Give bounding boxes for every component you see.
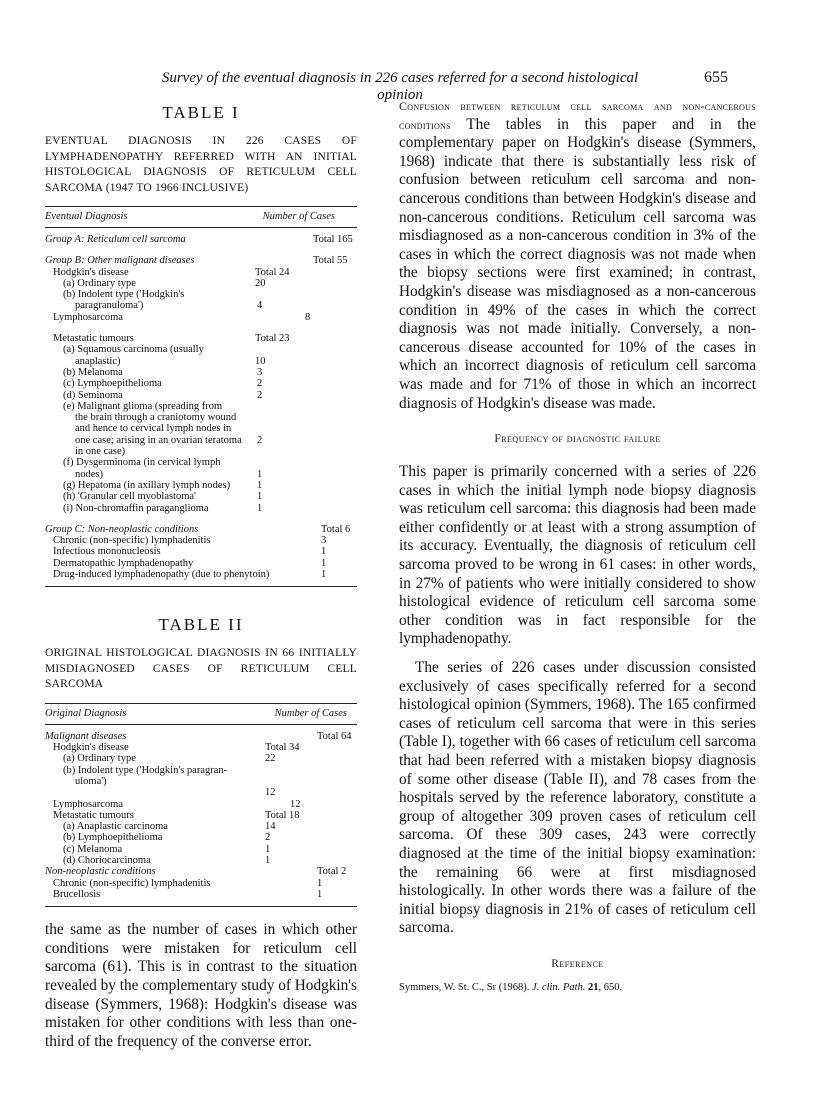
row-value: 3 xyxy=(321,535,327,547)
table2-bottom-rule xyxy=(45,906,357,907)
table-row xyxy=(45,457,357,468)
table-row xyxy=(45,503,357,514)
row-value: 20 xyxy=(255,277,266,289)
table-row xyxy=(45,546,357,557)
table1-col-value: Number of Cases xyxy=(262,211,335,222)
row-value: 12 xyxy=(290,798,301,810)
table1-header xyxy=(45,207,357,227)
row-value: Total 2 xyxy=(317,866,347,878)
row-label: (b) Indolent type ('Hodgkin's paragran- xyxy=(63,764,228,776)
section1-paragraph xyxy=(399,97,756,413)
row-label: (c) Lymphoepithelioma xyxy=(63,378,162,390)
table-row xyxy=(45,855,357,866)
row-label xyxy=(45,787,357,798)
row-label: the brain through a craniotomy wound xyxy=(75,412,237,424)
row-label: (a) Squamous carcinoma (usually xyxy=(63,344,204,356)
row-label: Infectious mononucleosis xyxy=(53,546,161,558)
row-label: Group B: Other malignant diseases xyxy=(45,255,195,267)
running-title: Survey of the eventual diagnosis in 226 cases referred for a second histological opinion xyxy=(161,70,639,103)
row-label: (f) Dysgerminoma (in cervical lymph xyxy=(63,457,221,469)
table-row xyxy=(45,401,357,412)
row-value: 14 xyxy=(265,821,276,833)
row-value: Total 24 xyxy=(255,266,290,278)
table-row xyxy=(45,832,357,843)
row-value: 2 xyxy=(257,378,263,390)
row-label: (h) 'Granular cell myoblastoma' xyxy=(63,491,196,503)
table-row xyxy=(45,312,357,323)
table2-col-label: Original Diagnosis xyxy=(45,707,127,719)
table-row xyxy=(45,378,357,389)
row-label: Hodgkin's disease xyxy=(53,266,129,278)
table1-bottom-rule xyxy=(45,586,357,587)
row-label: (d) Seminoma xyxy=(63,389,123,401)
table-row xyxy=(45,344,357,355)
row-label: Lymphosarcoma xyxy=(53,798,123,810)
table-row xyxy=(45,535,357,546)
row-value: 2 xyxy=(257,389,263,401)
row-label: (c) Melanoma xyxy=(63,843,123,855)
row-value: 1 xyxy=(321,557,327,569)
table2-title: TABLE II xyxy=(158,615,244,635)
table-row xyxy=(45,765,357,776)
row-value: 10 xyxy=(255,355,266,367)
row-label: Non-neoplastic conditions xyxy=(45,866,156,878)
table-row xyxy=(45,524,357,535)
section1-heading: Confusion between reticulum cell sarcoma and non-cancerous conditions xyxy=(399,99,756,132)
row-value: 1 xyxy=(257,468,263,480)
row-label: Chronic (non-specific) lymphadenitis xyxy=(53,535,211,547)
table-row xyxy=(45,787,357,798)
row-label: Metastatic tumours xyxy=(53,809,134,821)
table2-header xyxy=(45,704,357,724)
section2-para1: This paper is primarily concerned with a series of 226 cases in which the initial lymph node biopsy diagnosis was reticulum cell sarcoma: this diagnosis had been made either confidently or at least with a strong assumption of its accuracy. Eventually, the diagnosis of reticulum cell sarcoma proved to be wrong in 61 cases: in other words, in 27% of patients who were initially considered to show histological evidence of reticulum cell sarcoma some other condition was in fact responsible for the lymphadenopathy. xyxy=(399,463,756,648)
row-value: Total 34 xyxy=(265,742,300,754)
table-row xyxy=(45,412,357,423)
left-paragraph: the same as the number of cases in which other conditions were mistaken for reticulum cell sarcoma (61). This is in contrast to the situation revealed by the complementary study of Hodgkin's disease (Symmers, 1968): Hodgkin's disease was mistaken for other conditions with less than one-third of the frequency of the converse error. xyxy=(45,921,358,1050)
row-value: Total 23 xyxy=(255,333,290,345)
row-label: (a) Ordinary type xyxy=(63,753,136,765)
row-label: one case; arising in an ovarian teratoma xyxy=(75,434,242,446)
row-value: 2 xyxy=(257,434,263,446)
reference-entry xyxy=(399,982,756,993)
row-label: Group A: Reticulum cell sarcoma xyxy=(45,234,186,245)
row-value: 1 xyxy=(321,569,327,581)
table-row xyxy=(45,423,357,434)
row-label: (i) Non-chromaffin paraganglioma xyxy=(63,502,209,514)
row-label: nodes) xyxy=(75,468,103,480)
table1-title: TABLE I xyxy=(162,103,240,122)
reference-author: Symmers, W. St. C., Sr (1968). xyxy=(399,981,530,993)
row-value: 8 xyxy=(305,311,311,323)
table2-col-value: Number of Cases xyxy=(274,707,347,719)
table-row xyxy=(45,234,357,245)
table-row xyxy=(45,278,357,289)
row-value: Total 6 xyxy=(321,523,351,535)
table2-caption: ORIGINAL HISTOLOGICAL DIAGNOSIS IN 66 INITIALLY MISDIAGNOSED CASES OF RETICULUM CELL SARCOMA xyxy=(45,647,357,691)
table-row xyxy=(45,558,357,569)
row-value: 1 xyxy=(317,888,323,900)
reference-volume: 21 xyxy=(588,981,599,993)
table-row xyxy=(45,491,357,502)
reference-heading: Reference xyxy=(551,957,604,970)
reference-pages: , 650. xyxy=(598,981,623,993)
row-value: 1 xyxy=(257,491,263,503)
table1-caption: EVENTUAL DIAGNOSIS IN 226 CASES OF LYMPHADENOPATHY REFERRED WITH AN INITIAL HISTOLOGICAL DIAGNOSIS OF RETICULUM CELL SARCOMA (1947 TO 1966 INCLUSIVE) xyxy=(45,135,357,194)
row-label: uloma') xyxy=(75,776,107,787)
row-value: 1 xyxy=(321,546,327,558)
row-value: 1 xyxy=(257,479,263,491)
row-label: in one case) xyxy=(75,446,126,458)
table-row xyxy=(45,889,357,900)
row-label: Hodgkin's disease xyxy=(53,742,129,754)
row-value: 1 xyxy=(317,877,323,889)
table-row xyxy=(45,435,357,446)
row-label: (g) Hepatoma (in axillary lymph nodes) xyxy=(63,479,231,491)
row-value: 22 xyxy=(265,753,276,765)
right-column xyxy=(399,97,756,993)
table-row xyxy=(45,776,357,787)
row-label: Metastatic tumours xyxy=(53,333,134,345)
table-row xyxy=(45,255,357,266)
table-row xyxy=(45,844,357,855)
row-label: Drug-induced lymphadenopathy (due to phenytoin) xyxy=(53,569,270,581)
row-label: (b) Lymphoepithelioma xyxy=(63,832,163,844)
row-value: 1 xyxy=(265,843,271,855)
table-row xyxy=(45,469,357,480)
table-row xyxy=(45,799,357,810)
table-row xyxy=(45,333,357,344)
row-label: Group C: Non-neoplastic conditions xyxy=(45,523,199,535)
section1-text: The tables in this paper and in the complementary paper on Hodgkin's disease (Symmers, 1968) indicate that there is substantially less risk of confusion between reticulum cell sarcoma and non-cancerous conditions than between Hodgkin's disease and non-cancerous conditions. Reticulum cell sarcoma was misdiagnosed as a non-cancerous condition in 3% of the cases in which the correct diagnosis was not made when the biopsy sections were first examined; in contrast, Hodgkin's disease was misdiagnosed as a non-cancerous condition in 49% of the cases in which the correct diagnosis was not made initially. Conversely, a non-cancerous disease accounted for 10% of the cases in which an incorrect diagnosis of reticulum cell sarcoma was made and for 71% of those in which an incorrect diagnosis of Hodgkin's disease was made. xyxy=(399,115,756,412)
section2-heading: Frequency of diagnostic failure xyxy=(494,433,661,446)
table-row xyxy=(45,480,357,491)
row-label: (b) Indolent type ('Hodgkin's xyxy=(63,289,185,301)
left-column xyxy=(45,97,357,1051)
row-label: Chronic (non-specific) lymphadenitis xyxy=(53,877,211,889)
page-number: 655 xyxy=(704,69,728,86)
row-label: Brucellosis xyxy=(53,888,101,900)
row-label: (d) Choriocarcinoma xyxy=(63,855,151,867)
table1-body xyxy=(45,228,357,580)
row-label: and hence to cervical lymph nodes in xyxy=(75,423,232,435)
row-value: 2 xyxy=(265,832,271,844)
row-label: (b) Melanoma xyxy=(63,366,123,378)
row-label: Malignant diseases xyxy=(45,730,127,742)
table-row xyxy=(45,267,357,278)
table-row xyxy=(45,821,357,832)
row-value: 1 xyxy=(265,855,271,867)
reference-journal: J. clin. Path. xyxy=(532,981,586,993)
table-row xyxy=(45,289,357,300)
row-value: 12 xyxy=(265,787,276,799)
row-value: 1 xyxy=(257,502,263,514)
section2-para2: The series of 226 cases under discussion consisted exclusively of cases specifically referred for a second histological opinion (Symmers, 1968). The 165 confirmed cases of reticulum cell sarcoma that were in this series (Table I), together with 66 cases of reticulum cell sarcoma that had been referred with a mistaken biopsy diagnosis of some other disease (Table II), and 78 cases from the hospitals served by the reference laboratory, constitute a group of altogether 309 proven cases of reticulum cell sarcoma. Of these 309 cases, 243 were correctly diagnosed at the time of the initial biopsy examination: the remaining 66 were at first misdiagnosed histologically. In other words there was a failure of the initial biopsy diagnosis in 21% of cases of reticulum cell sarcoma. xyxy=(399,659,756,937)
table1-col-label: Eventual Diagnosis xyxy=(45,211,128,222)
row-label: anaplastic) xyxy=(75,355,121,367)
row-value: 3 xyxy=(257,366,263,378)
table-row xyxy=(45,390,357,401)
table-row xyxy=(45,569,357,580)
row-label: paragranuloma') xyxy=(75,300,144,312)
table-row xyxy=(45,810,357,821)
table-row xyxy=(45,742,357,753)
table-row xyxy=(45,367,357,378)
table2-body xyxy=(45,725,357,900)
table-row xyxy=(45,878,357,889)
table-row xyxy=(45,753,357,764)
row-value: 4 xyxy=(257,300,263,312)
row-label: (e) Malignant glioma (spreading from xyxy=(63,400,223,412)
row-value: Total 18 xyxy=(265,809,300,821)
row-label: Lymphosarcoma xyxy=(53,311,123,323)
table-row xyxy=(45,866,357,877)
row-value: Total 165 xyxy=(313,234,353,245)
table-row xyxy=(45,300,357,311)
row-label: (a) Ordinary type xyxy=(63,277,136,289)
table-row xyxy=(45,356,357,367)
table-row xyxy=(45,731,357,742)
row-value: Total 64 xyxy=(317,730,352,742)
row-label: Dermatopathic lymphadenopathy xyxy=(53,557,194,569)
row-value: Total 55 xyxy=(313,255,348,267)
table-row xyxy=(45,446,357,457)
row-label: (a) Anaplastic carcinoma xyxy=(63,821,168,833)
